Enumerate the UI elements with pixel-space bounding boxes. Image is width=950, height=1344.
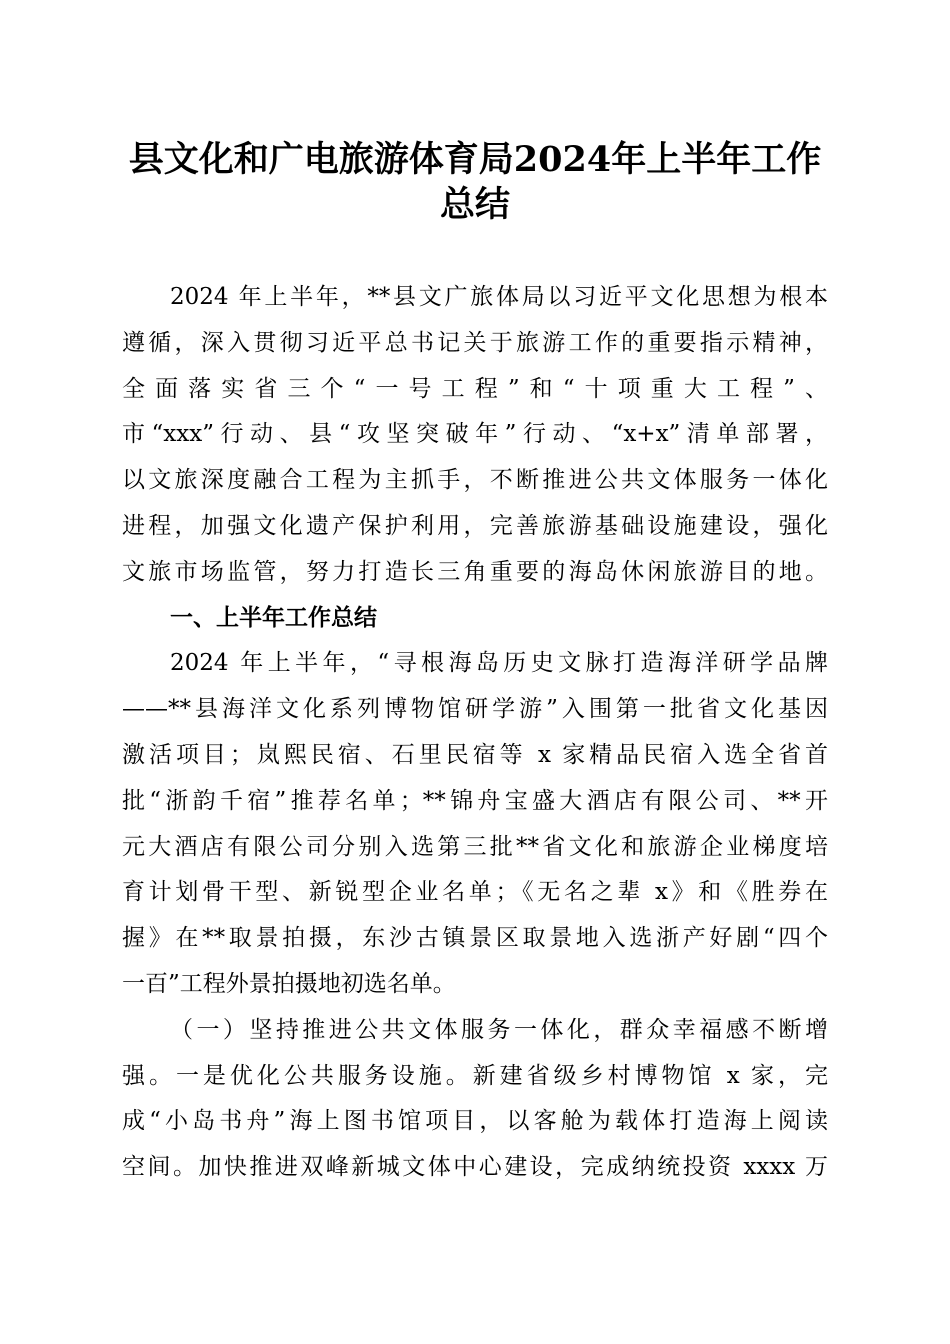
text-line: 市“xxx”行动、县“攻坚突破年”行动、“x+x”清单部署， — [122, 421, 828, 448]
text-line: 空间。加快推进双峰新城文体中心建设，完成纳统投资 xxxx 万 — [122, 1154, 828, 1181]
title-line-2: 总结 — [439, 184, 510, 225]
text-line: 全面落实省三个“一号工程”和“十项重大工程”、 — [122, 375, 828, 402]
text-line: 育计划骨干型、新锐型企业名单；《无名之辈 x》和《胜券在 — [122, 879, 828, 906]
text-line: 2024 年上半年，“寻根海岛历史文脉打造海洋研学品牌 — [170, 650, 828, 677]
text-line: ——**县海洋文化系列博物馆研学游”入围第一批省文化基因 — [122, 696, 828, 723]
subsection-paragraph — [122, 1008, 828, 1191]
text-line: 一百”工程外景拍摄地初选名单。 — [122, 970, 456, 997]
title-line-1: 县文化和广电旅游体育局2024年上半年工作 — [128, 139, 822, 180]
text-line: 批“浙韵千宿”推荐名单；**锦舟宝盛大酒店有限公司、**开 — [122, 787, 828, 814]
text-line: 强。一是优化公共服务设施。新建省级乡村博物馆 x 家，完 — [122, 1062, 828, 1089]
text-line: 成“小岛书舟”海上图书馆项目，以客舱为载体打造海上阅读 — [122, 1108, 828, 1135]
text-line: 以文旅深度融合工程为主抓手，不断推进公共文体服务一体化 — [122, 467, 828, 494]
intro-paragraph — [122, 275, 828, 596]
text-line: 激活项目；岚熙民宿、石里民宿等 x 家精品民宿入选全省首 — [122, 741, 828, 768]
summary-paragraph — [122, 641, 828, 1007]
document-title — [100, 137, 850, 227]
section-heading: 一、上半年工作总结 — [170, 604, 377, 631]
text-line: （一）坚持推进公共文体服务一体化，群众幸福感不断增 — [170, 1016, 828, 1043]
text-line: 2024 年上半年，**县文广旅体局以习近平文化思想为根本 — [170, 284, 828, 310]
text-line: 进程，加强文化遗产保护利用，完善旅游基础设施建设，强化 — [122, 512, 828, 539]
text-line: 元大酒店有限公司分别入选第三批**省文化和旅游企业梯度培 — [122, 833, 828, 860]
text-line: 握》在**取景拍摄，东沙古镇景区取景地入选浙产好剧“四个 — [122, 925, 828, 952]
text-line: 遵循，深入贯彻习近平总书记关于旅游工作的重要指示精神， — [122, 329, 828, 356]
document-body — [122, 275, 828, 1191]
text-line: 文旅市场监管，努力打造长三角重要的海岛休闲旅游目的地。 — [122, 558, 828, 585]
